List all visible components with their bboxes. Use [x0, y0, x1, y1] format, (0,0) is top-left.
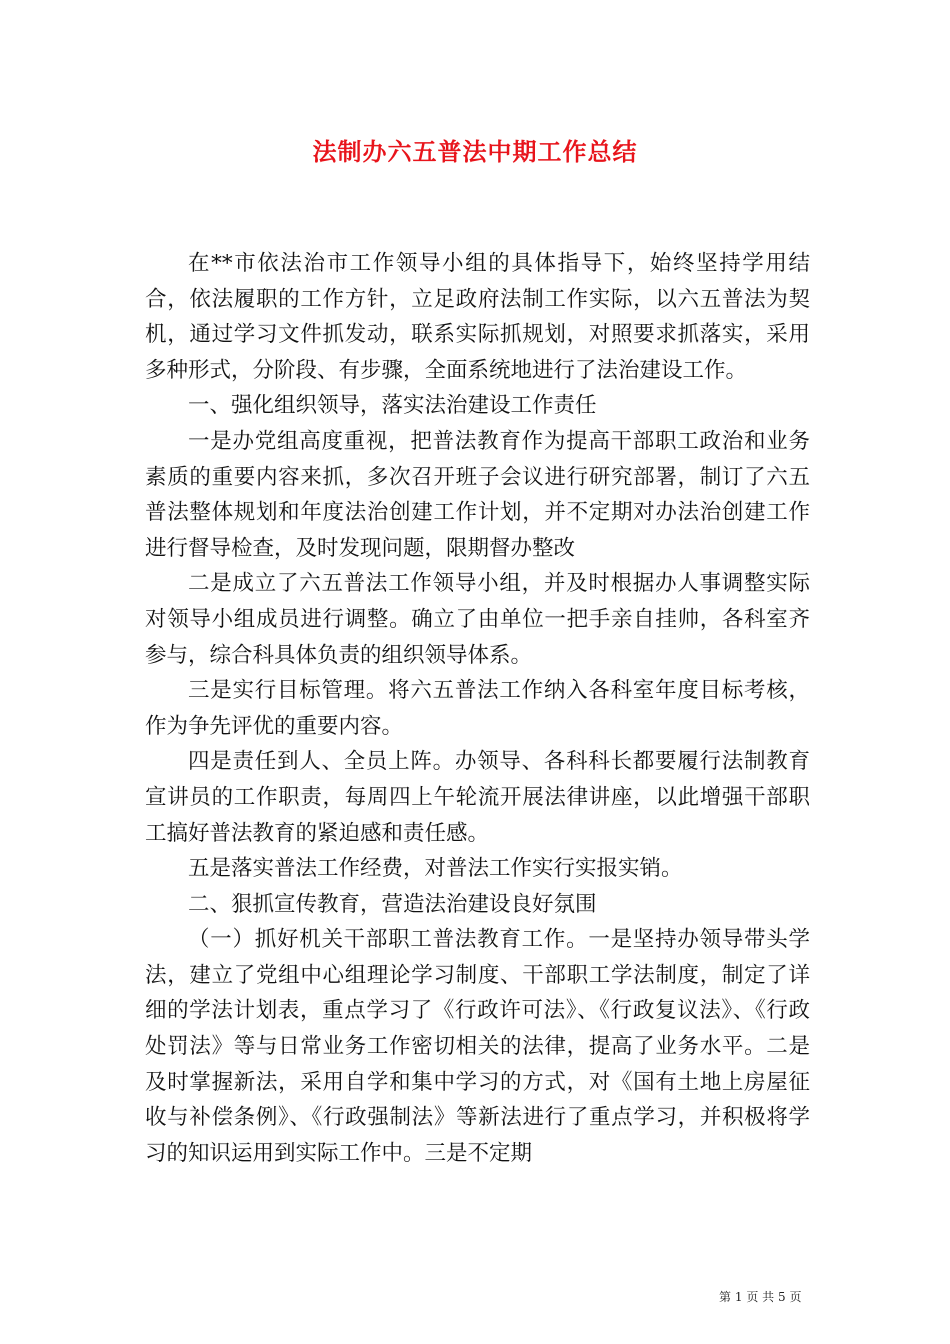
footer-current-page: 1 — [734, 1290, 743, 1304]
paragraph-point-4: 四是责任到人、全员上阵。办领导、各科科长都要履行法制教育宣讲员的工作职责，每周四上午轮流开展法律讲座，以此增强干部职工搞好普法教育的紧迫感和责任感。 — [145, 749, 810, 846]
footer-middle: 页 共 — [746, 1290, 775, 1304]
paragraph-point-5: 五是落实普法工作经费，对普法工作实行实报实销。 — [188, 856, 683, 882]
paragraph-point-2: 二是成立了六五普法工作领导小组，并及时根据办人事调整实际对领导小组成员进行调整。确立了由单位一把手亲自挂帅，各科室齐参与，综合科具体负责的组织领导体系。 — [145, 571, 810, 668]
document-body — [145, 246, 810, 1171]
paragraph-intro: 在**市依法治市工作领导小组的具体指导下，始终坚持学用结合，依法履职的工作方针，立足政府法制工作实际，以六五普法为契机，通过学习文件抓发动，联系实际抓规划，对照要求抓落实，采用多种形式，分阶段、有步骤，全面系统地进行了法治建设工作。 — [145, 251, 810, 383]
footer-prefix: 第 — [719, 1290, 732, 1304]
document-title: 法制办六五普法中期工作总结 — [312, 137, 638, 166]
paragraph-subsection-1: （一）抓好机关干部职工普法教育工作。一是坚持办领导带头学法，建立了党组中心组理论学习制度、干部职工学法制度，制定了详细的学法计划表，重点学习了《行政许可法》、《行政复议法》、《行政处罚法》等与日常业务工作密切相关的法律，提高了业务水平。二是及时掌握新法，采用自学和集中学习的方式，对《国有土地上房屋征收与补偿条例》、《行政强制法》等新法进行了重点学习，并积极将学习的知识运用到实际工作中。三是不定期 — [145, 927, 810, 1166]
page-number-footer — [719, 1288, 801, 1305]
section-heading-2: 二、狠抓宣传教育，营造法治建设良好氛围 — [188, 891, 597, 917]
paragraph-point-3: 三是实行目标管理。将六五普法工作纳入各科室年度目标考核，作为争先评优的重要内容。 — [145, 678, 810, 739]
paragraph-point-1: 一是办党组高度重视，把普法教育作为提高干部职工政治和业务素质的重要内容来抓，多次召开班子会议进行研究部署，制订了六五普法整体规划和年度法治创建工作计划，并不定期对办法治创建工作进行督导检查，及时发现问题，限期督办整改 — [145, 428, 810, 561]
footer-suffix: 页 — [789, 1290, 802, 1304]
footer-total-pages: 5 — [777, 1290, 786, 1304]
section-heading-1: 一、强化组织领导，落实法治建设工作责任 — [188, 393, 597, 419]
